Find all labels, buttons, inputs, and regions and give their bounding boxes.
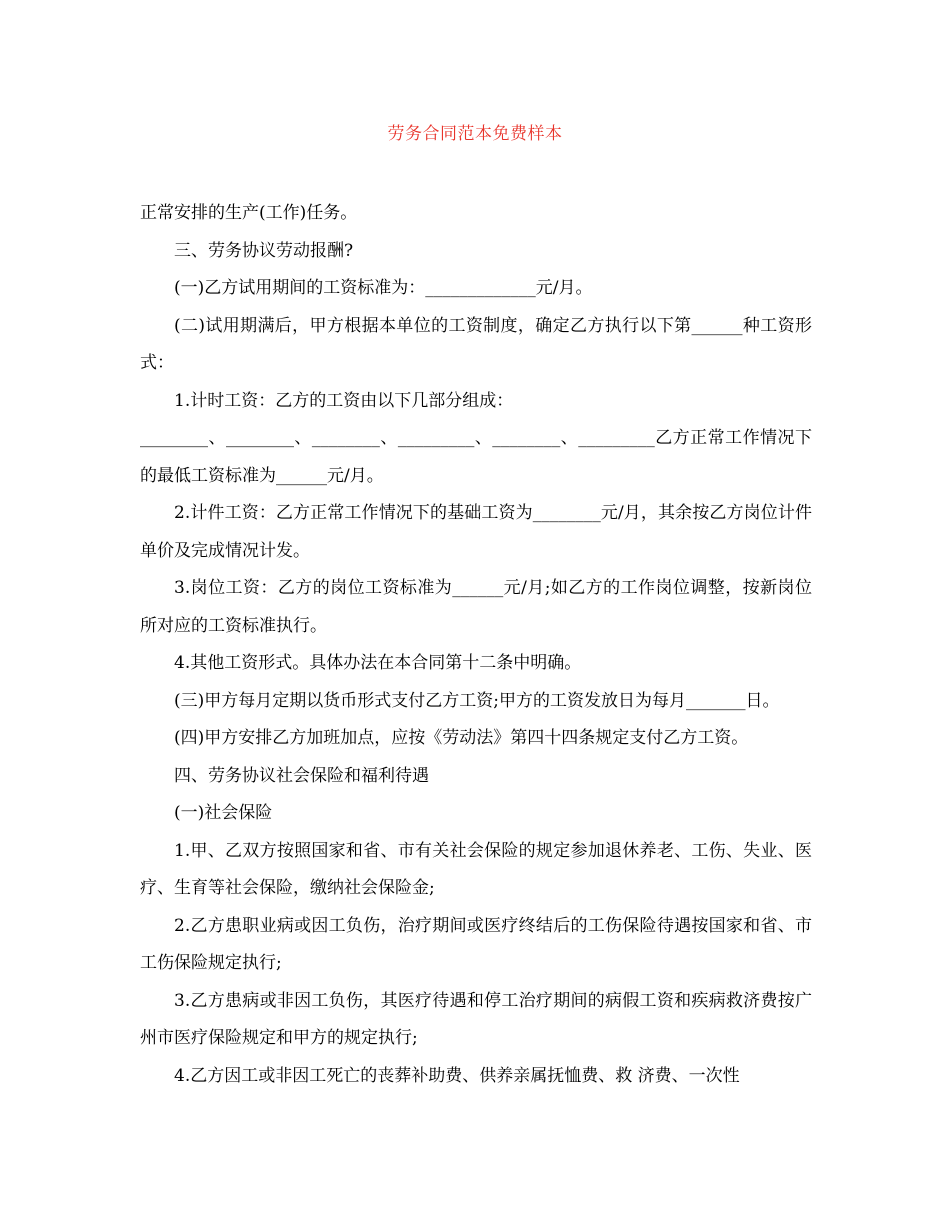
paragraph: (四)甲方安排乙方加班加点，应按《劳动法》第四十四条规定支付乙方工资。: [174, 728, 749, 748]
paragraph: (三)甲方每月定期以货币形式支付乙方工资;甲方的工资发放日为每月_______日。: [174, 690, 780, 711]
paragraph: 4.乙方因工或非因工死亡的丧葬补助费、供养亲属抚恤费、救 济费、一次性: [174, 1065, 740, 1086]
paragraph: 正常安排的生产(工作)任务。: [140, 203, 358, 223]
paragraph: 2.计件工资：乙方正常工作情况下的基础工资为________元/月，其余按乙方岗位计件单价及完成情况计发。: [140, 503, 812, 561]
paragraph: 1.甲、乙双方按照国家和省、市有关社会保险的规定参加退休养老、工伤、失业、医疗、生育等社会保险，缴纳社会保险金;: [140, 840, 812, 898]
paragraph: (二)试用期满后，甲方根据本单位的工资制度，确定乙方执行以下第______种工资形式：: [140, 315, 812, 373]
paragraph: 1.计时工资：乙方的工资由以下几部分组成：: [174, 390, 514, 411]
paragraph: 4.其他工资形式。具体办法在本合同第十二条中明确。: [174, 653, 582, 673]
subsection-heading: (一)社会保险: [174, 803, 273, 823]
section-heading-social-insurance: 四、劳务协议社会保险和福利待遇: [174, 765, 429, 786]
document-body: [140, 195, 812, 1095]
paragraph: 3.乙方患病或非因工负伤，其医疗待遇和停工治疗期间的病假工资和疾病救济费按广州市医疗保险规定和甲方的规定执行;: [140, 990, 812, 1048]
section-heading-remuneration: 三、劳务协议劳动报酬?: [174, 240, 354, 261]
paragraph: 2.乙方患职业病或因工负伤，治疗期间或医疗终结后的工伤保险待遇按国家和省、市工伤保险规定执行;: [140, 915, 812, 973]
paragraph: 3.岗位工资：乙方的岗位工资标准为______元/月;如乙方的工作岗位调整，按新岗位所对应的工资标准执行。: [140, 578, 812, 636]
paragraph: (一)乙方试用期间的工资标准为：_____________元/月。: [174, 278, 593, 298]
document-title: 劳务合同范本免费样本: [387, 124, 563, 144]
paragraph: ________、________、________、_________、________、_________乙方正常工作情况下的最低工资标准为______元/月。: [140, 428, 812, 486]
